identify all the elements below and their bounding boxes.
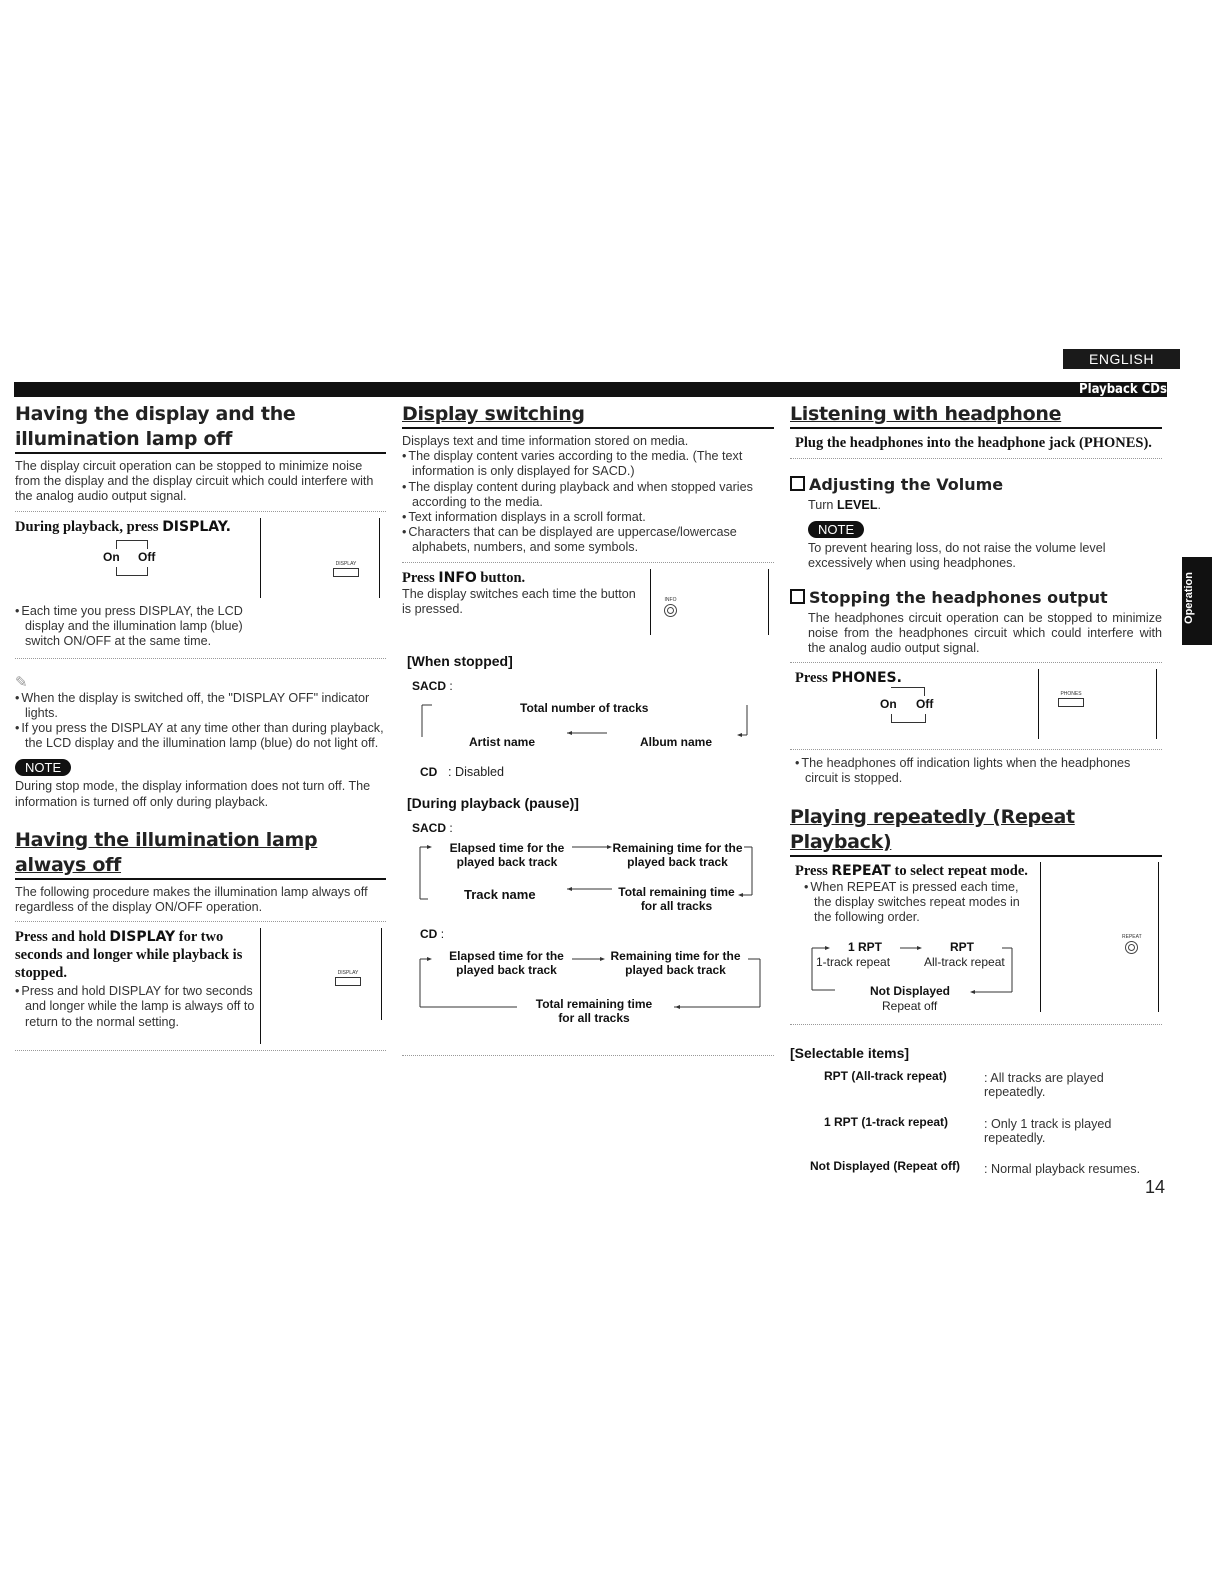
item-name: Not Displayed (Repeat off) [810, 1158, 961, 1173]
display-diagram: [When stopped] SACD : Total number of tracks Artist name Album name CD : Disabled [During playback (pause)] SACD : Elapsed time for the played back track Remaining time for the played back track Track name Total remaining time for all tracks CD : Elapsed time for the played back track Remaining time for the played back track Total remaining time for all tracks [402, 647, 774, 1067]
step-press-info: Press INFO button. [402, 569, 526, 586]
sub-plug-headphones: Plug the headphones into the headphone jack (PHONES). [795, 435, 1152, 451]
tip-item: • When the display is switched off, the "DISPLAY OFF" indicator lights. [15, 691, 386, 721]
intro-text: The display circuit operation can be stopped to minimize noise from the display and the display circuit which could interfere with the analog audio output signal. [15, 459, 374, 504]
intro-text: Displays text and time information stored on media. [402, 434, 689, 448]
adjust-volume-text: Turn LEVEL. [808, 498, 882, 512]
side-tab-operation: Operation [1182, 557, 1212, 645]
info-button[interactable]: INFO [664, 597, 677, 617]
repeat-button[interactable]: REPEAT [1122, 934, 1142, 954]
section-title-illumination-off: Having the illumination lamp always off [15, 828, 386, 880]
step-press-display: During playback, press DISPLAY. [15, 518, 231, 535]
note-badge: NOTE [15, 759, 71, 776]
step-press-repeat: Press REPEAT to select repeat mode. [795, 862, 1028, 879]
bullet-return-normal: • Press and hold DISPLAY for two seconds and longer while the lamp is always off to return to the normal setting. [15, 984, 255, 1030]
item-desc: : All tracks are played repeatedly. [984, 1070, 1104, 1099]
step-press-hold-display: Press and hold DISPLAY for two seconds and longer while playback is stopped. [15, 929, 243, 982]
phones-button[interactable]: PHONES [1058, 691, 1084, 707]
bullet-phones-off: • The headphones off indication lights when the headphones circuit is stopped. [795, 756, 1162, 786]
display-button[interactable]: DISPLAY [333, 561, 359, 577]
section-title-display-switching: Display switching [402, 402, 774, 429]
step-desc: The display switches each time the button is pressed. [402, 586, 636, 616]
repeat-order-diagram: 1 RPT 1-track repeat RPT All-track repeat Not Displayed Repeat off [816, 940, 1026, 1010]
on-off-diagram: On Off [878, 687, 938, 733]
note-text: During stop mode, the display information does not turn off. The information is turned off only during playback. [15, 779, 371, 809]
section-label: Playback CDs [1079, 382, 1167, 397]
adjust-volume-title: Adjusting the Volume [790, 475, 1162, 494]
item-name: RPT (All-track repeat) [824, 1068, 947, 1083]
column-3 [790, 402, 1162, 1201]
note-text: To prevent hearing loss, do not raise the volume level excessively when using headphones. [808, 541, 1106, 571]
column-2 [402, 402, 774, 1062]
bullet-item: • Characters that can be displayed are uppercase/lowercase alphabets, numbers, and some symbols. [402, 525, 774, 555]
bullet-display-toggle: • Each time you press DISPLAY, the LCD display and the illumination lamp (blue) switch ON/OFF at the same time. [15, 604, 255, 650]
display-button-2[interactable]: DISPLAY [335, 970, 361, 986]
item-desc: : Normal playback resumes. [984, 1161, 1141, 1176]
selectable-items-list [790, 1061, 1162, 1201]
item-desc: : Only 1 track is played repeatedly. [984, 1116, 1112, 1145]
tip-item: • If you press the DISPLAY at any time other than during playback, the LCD display and the illumination lamp (blue) do not light off. [15, 721, 386, 751]
stop-headphones-text: The headphones circuit operation can be stopped to minimize noise from the headphones circuit which could interfere with the analog audio output signal. [808, 610, 1162, 656]
bullet-item: • The display content varies according to the media. (The text information is only displayed for SACD.) [402, 449, 774, 479]
note-badge: NOTE [808, 521, 864, 538]
step-press-phones: Press PHONES. [795, 670, 902, 687]
stop-headphones-title: Stopping the headphones output [790, 588, 1162, 607]
language-badge: ENGLISH [1063, 349, 1180, 369]
page-number: 14 [1145, 1177, 1166, 1197]
column-1 [15, 402, 386, 1057]
tip-icon: ✎ [15, 673, 28, 691]
bullet-item: • Text information displays in a scroll format. [402, 510, 774, 525]
item-name: 1 RPT (1-track repeat) [824, 1114, 949, 1129]
selectable-items-title: [Selectable items] [790, 1044, 910, 1061]
section-title-headphone: Listening with headphone [790, 402, 1162, 429]
section-title-display-off: Having the display and the illumination lamp off [15, 402, 386, 454]
section-title-repeat: Playing repeatedly (Repeat Playback) [790, 805, 1162, 857]
bullet-item: • The display content during playback and when stopped varies according to the media. [402, 480, 774, 510]
header-bar [14, 382, 1167, 397]
on-off-diagram: On Off [103, 540, 163, 586]
bullet-repeat-order: • When REPEAT is pressed each time, the display switches repeat modes in the following order. [804, 880, 1036, 926]
intro2-text: The following procedure makes the illumination lamp always off regardless of the display ON/OFF operation. [15, 884, 368, 915]
